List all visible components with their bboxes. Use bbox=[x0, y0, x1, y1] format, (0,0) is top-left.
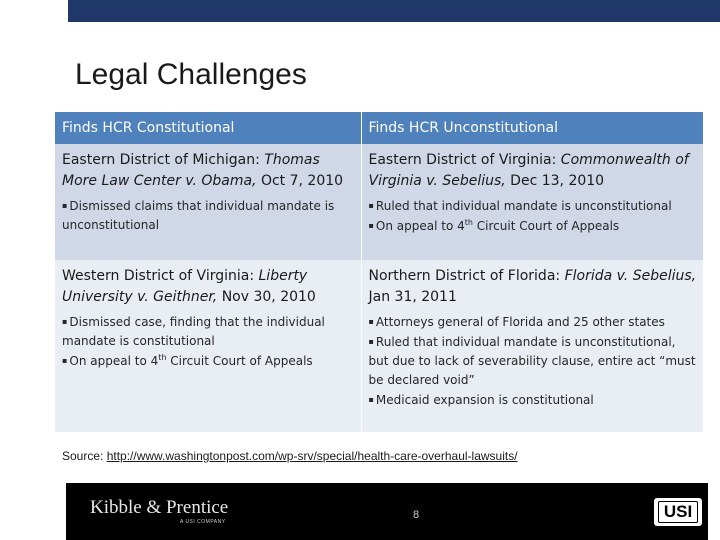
usi-logo bbox=[654, 498, 702, 526]
case-name: Thomas More Law Center v. Obama, bbox=[62, 152, 320, 189]
table-header-row bbox=[55, 112, 703, 144]
usi-logo-text: USI bbox=[658, 501, 698, 523]
kibble-prentice-logo: Kibble & Prentice bbox=[90, 497, 229, 518]
bullet-icon: ▪ bbox=[62, 317, 68, 326]
case-heading: Eastern District of Michigan: Thomas More Law Center v. Obama, Oct 7, 2010 bbox=[62, 152, 344, 189]
table-row bbox=[55, 260, 703, 432]
bullet-item: ▪ On appeal to 4th Circuit Court of Appeals bbox=[368, 218, 620, 233]
slide-title: Legal Challenges bbox=[75, 58, 307, 91]
table-row bbox=[55, 144, 703, 260]
case-heading: Western District of Virginia: Liberty University v. Geithner, Nov 30, 2010 bbox=[62, 268, 316, 305]
bullet-item: ▪ On appeal to 4th Circuit Court of Appeals bbox=[62, 353, 313, 368]
bullet-icon: ▪ bbox=[62, 356, 68, 365]
footer-bar bbox=[66, 483, 708, 540]
cell-michigan bbox=[55, 144, 361, 260]
bullet-list bbox=[62, 196, 355, 235]
legal-challenges-table bbox=[55, 112, 704, 432]
bullet-list bbox=[369, 196, 697, 236]
page-number: 8 bbox=[413, 509, 420, 521]
bullet-icon: ▪ bbox=[368, 337, 374, 346]
case-name: Liberty University v. Geithner, bbox=[62, 268, 308, 305]
bullet-icon: ▪ bbox=[368, 221, 374, 230]
cell-florida bbox=[361, 260, 703, 432]
usi-company-tagline: A USI COMPANY bbox=[180, 519, 226, 525]
bullet-item: ▪ Dismissed claims that individual mandate is unconstitutional bbox=[62, 199, 335, 232]
bullet-icon: ▪ bbox=[368, 317, 374, 326]
source-citation bbox=[62, 449, 518, 463]
source-label: Source: bbox=[62, 449, 107, 463]
source-link[interactable]: http://www.washingtonpost.com/wp-srv/special/health-care-overhaul-lawsuits/ bbox=[106, 449, 518, 463]
bullet-item: ▪ Dismissed case, finding that the individual mandate is constitutional bbox=[62, 315, 325, 348]
header-unconstitutional: Finds HCR Unconstitutional bbox=[361, 112, 703, 144]
bullet-item: ▪ Attorneys general of Florida and 25 other states bbox=[368, 315, 665, 329]
bullet-item: ▪ Ruled that individual mandate is unconstitutional bbox=[368, 199, 672, 213]
top-accent-band bbox=[68, 0, 720, 22]
bullet-icon: ▪ bbox=[368, 201, 374, 210]
bullet-icon: ▪ bbox=[368, 395, 374, 404]
case-heading: Eastern District of Virginia: Commonwealth of Virginia v. Sebelius, Dec 13, 2010 bbox=[368, 152, 689, 189]
bullet-item: ▪ Ruled that individual mandate is unconstitutional, but due to lack of severability clause, entire act “must be declared void” bbox=[368, 335, 696, 387]
case-name: Commonwealth of Virginia v. Sebelius, bbox=[368, 152, 689, 189]
bullet-list bbox=[62, 312, 355, 371]
bullet-icon: ▪ bbox=[62, 201, 68, 210]
case-name: Florida v. Sebelius, bbox=[564, 268, 697, 284]
cell-virginia-west bbox=[55, 260, 361, 432]
bullet-item: ▪ Medicaid expansion is constitutional bbox=[368, 393, 594, 407]
header-constitutional: Finds HCR Constitutional bbox=[55, 112, 361, 144]
case-heading: Northern District of Florida: Florida v. Sebelius, Jan 31, 2011 bbox=[368, 268, 697, 305]
cell-virginia-east bbox=[361, 144, 703, 260]
bullet-list bbox=[369, 312, 697, 410]
